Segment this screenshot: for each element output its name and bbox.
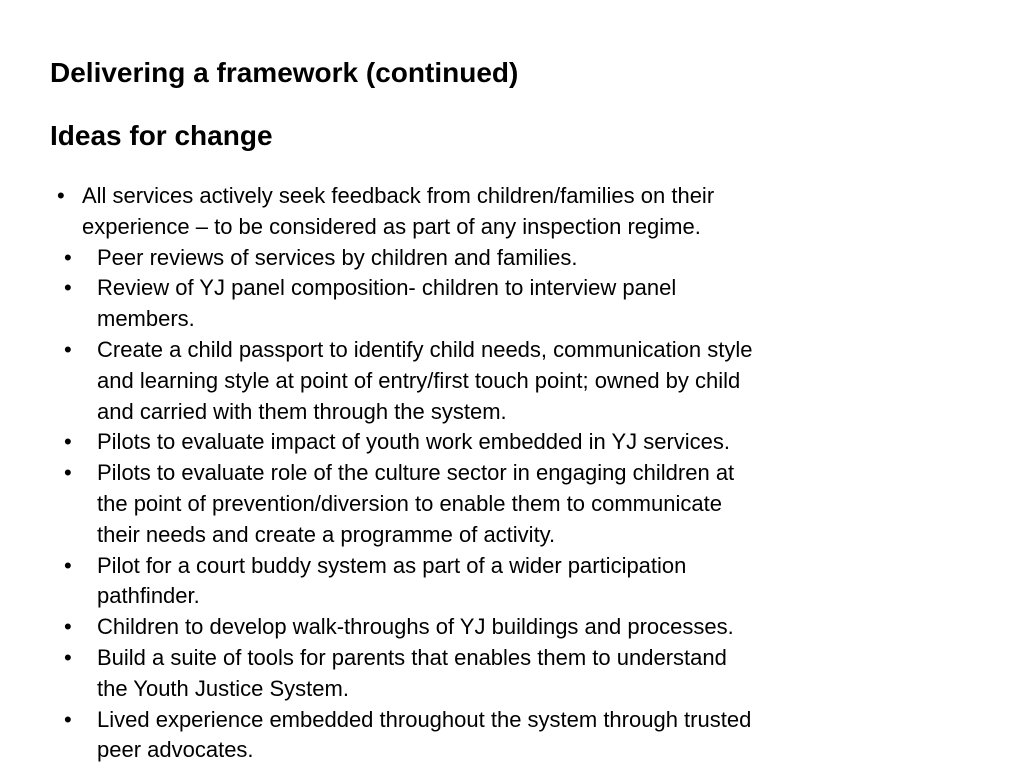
bullet-text: Review of YJ panel composition- children to interview panel members. (97, 275, 677, 332)
bullet-list (0, 181, 1024, 766)
bullet-marker: • (64, 706, 72, 732)
bullet-text: Pilot for a court buddy system as part of a wider participation pathfinder. (97, 552, 687, 609)
bullet-item (0, 705, 1024, 767)
bullet-item (0, 458, 1024, 550)
bullet-item (0, 335, 1024, 427)
slide-title: Delivering a framework (continued) (50, 57, 519, 88)
bullet-marker: • (64, 429, 72, 455)
bullet-text: Create a child passport to identify child needs, communication style and learning style at point of entry/first touch point; owned by child and carried with them through the system. (97, 336, 753, 424)
bullet-item (0, 643, 1024, 705)
bullet-marker: • (64, 552, 72, 578)
bullet-item (0, 273, 1024, 335)
slide-subtitle: Ideas for change (50, 120, 273, 151)
bullet-marker: • (64, 614, 72, 640)
bullet-text: Build a suite of tools for parents that enables them to understand the Youth Justice System. (97, 644, 727, 701)
bullet-item (0, 243, 1024, 274)
bullet-marker: • (64, 644, 72, 670)
bullet-text: Children to develop walk-throughs of YJ buildings and processes. (97, 614, 734, 640)
bullet-text: Pilots to evaluate role of the culture sector in engaging children at the point of prevention/diversion to enable them to communicate their needs and create a programme of activity. (97, 460, 735, 547)
bullet-text: Pilots to evaluate impact of youth work embedded in YJ services. (97, 429, 731, 455)
bullet-text: All services actively seek feedback from children/families on their experience – to be considered as part of any inspection regime. (82, 183, 715, 239)
bullet-marker: • (64, 336, 72, 362)
bullet-item (0, 427, 1024, 458)
bullet-item (0, 181, 1024, 243)
bullet-item (0, 551, 1024, 613)
bullet-marker: • (64, 275, 72, 301)
bullet-marker: • (64, 460, 72, 486)
bullet-marker: • (57, 183, 65, 208)
bullet-item (0, 612, 1024, 643)
bullet-text: Peer reviews of services by children and families. (97, 244, 578, 270)
bullet-marker: • (64, 244, 72, 270)
bullet-text: Lived experience embedded throughout the system through trusted peer advocates. (97, 706, 752, 763)
